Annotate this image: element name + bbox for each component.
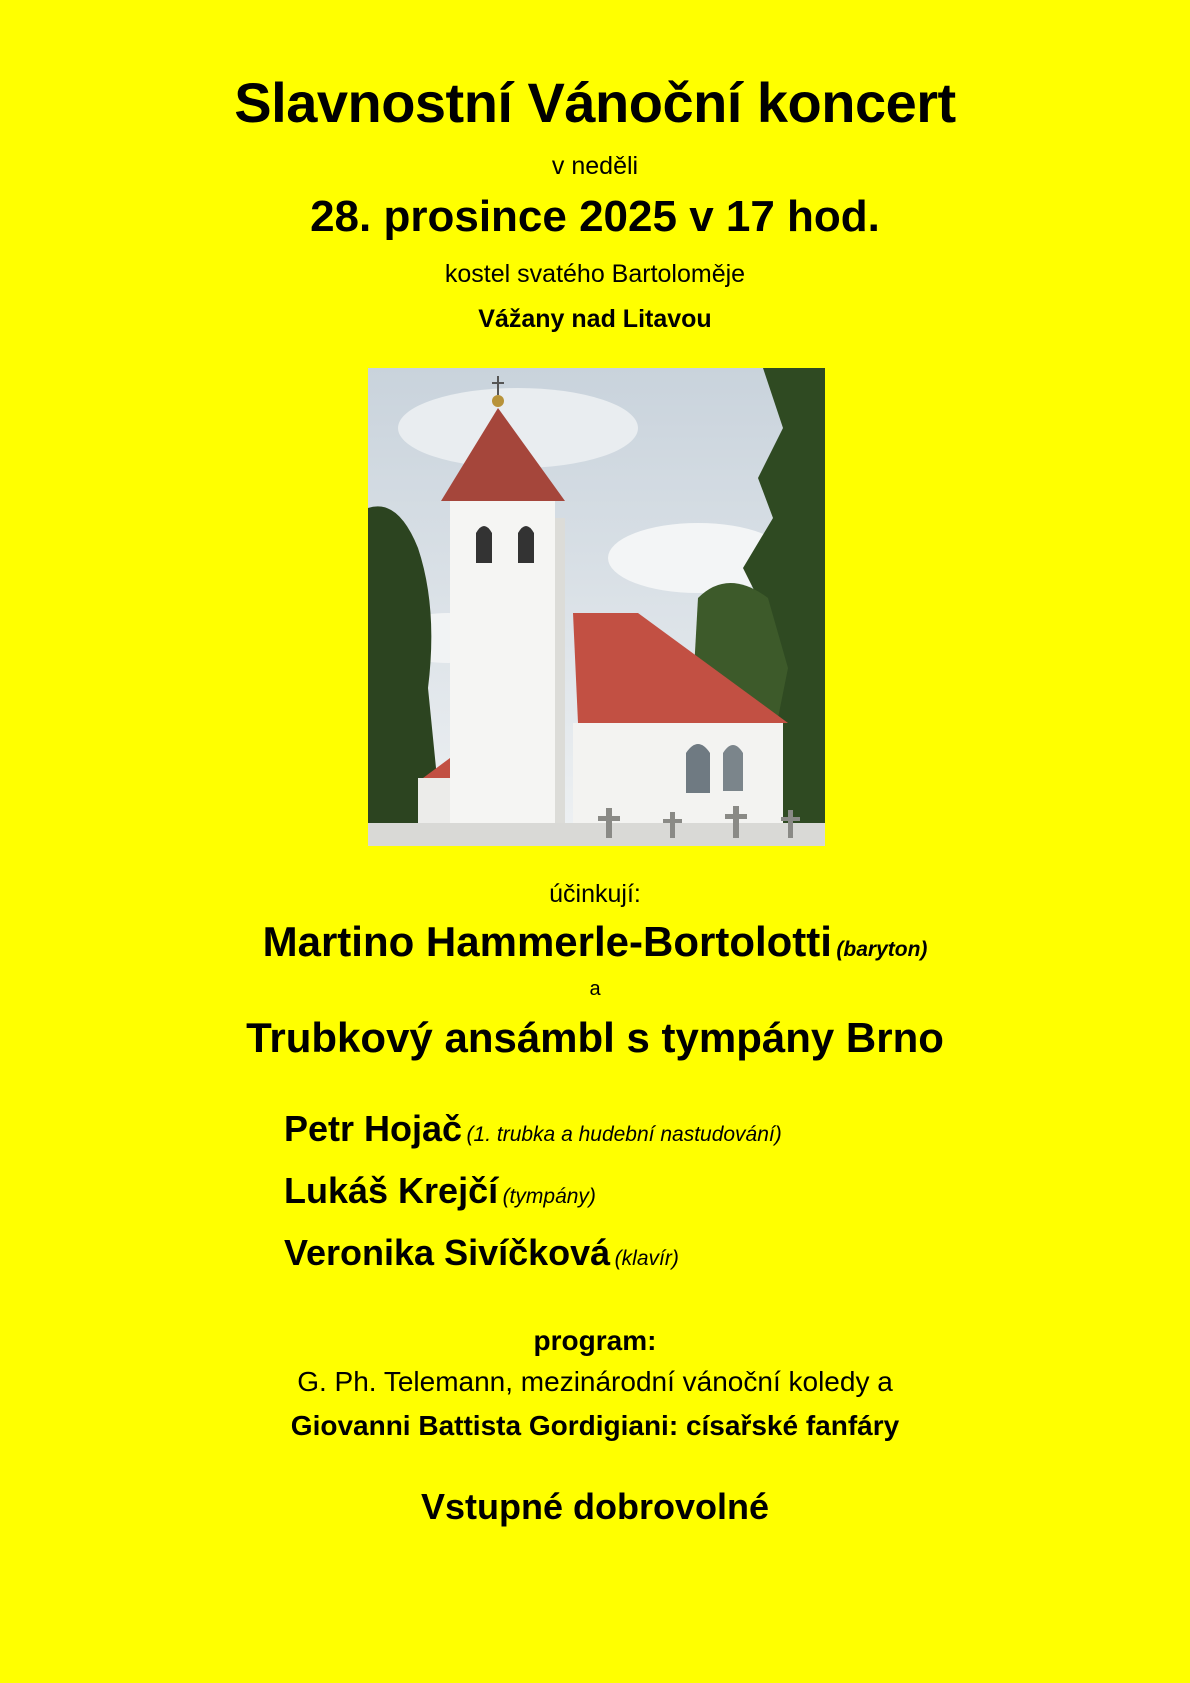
member-list — [284, 1108, 782, 1294]
member-item — [284, 1108, 782, 1170]
member-name: Veronika Sivíčková — [284, 1232, 611, 1273]
member-name: Lukáš Krejčí — [284, 1170, 499, 1211]
member-name: Petr Hojač — [284, 1108, 463, 1149]
town-name: Vážany nad Litavou — [478, 305, 712, 333]
member-role: (1. trubka a hudební nastudování) — [466, 1123, 782, 1146]
soloist-role: (baryton) — [836, 938, 928, 961]
church-photo — [368, 368, 825, 846]
performers-intro: účinkují: — [549, 880, 641, 908]
member-item — [284, 1170, 782, 1232]
venue-name: kostel svatého Bartoloměje — [444, 260, 746, 288]
member-role: (klavír) — [614, 1247, 679, 1270]
concert-date: 28. prosince 2025 v 17 hod. — [310, 192, 880, 241]
soloist-line — [0, 918, 1190, 966]
concert-title: Slavnostní Vánoční koncert — [234, 71, 956, 134]
member-item — [284, 1232, 782, 1294]
program-heading: program: — [533, 1325, 657, 1356]
ensemble-name: Trubkový ansámbl s tympány Brno — [246, 1014, 944, 1061]
program-line-1: G. Ph. Telemann, mezinárodní vánoční koledy a — [297, 1366, 893, 1397]
day-label: v neděli — [551, 152, 639, 180]
church-illustration — [368, 368, 825, 846]
admission-note: Vstupné dobrovolné — [420, 1486, 769, 1527]
conjunction: a — [589, 978, 601, 1000]
soloist-name: Martino Hammerle-Bortolotti — [262, 918, 832, 965]
member-role: (tympány) — [502, 1185, 596, 1208]
program-line-2: Giovanni Battista Gordigiani: císařské fanfáry — [290, 1410, 900, 1441]
